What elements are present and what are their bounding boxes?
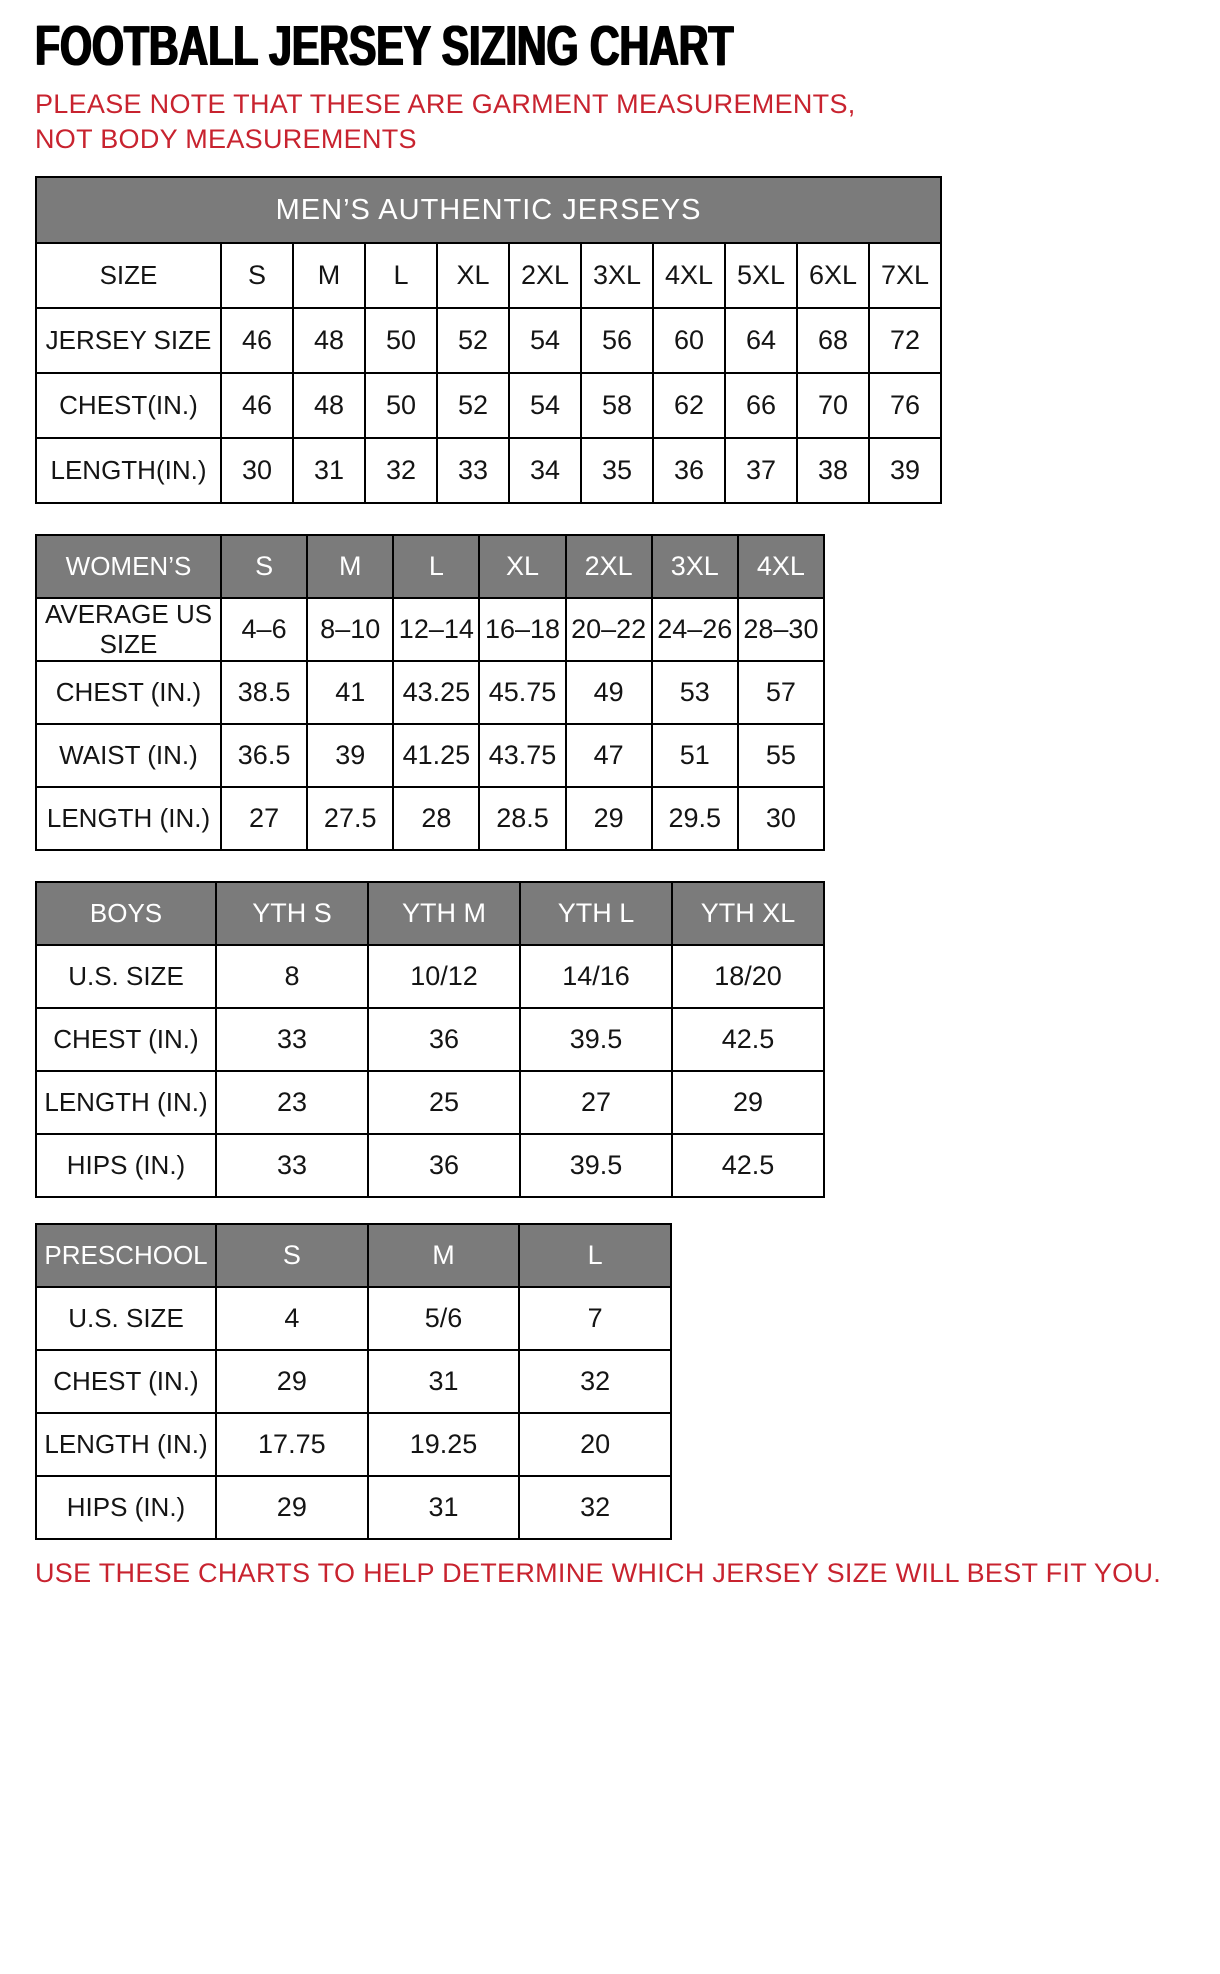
table-cell: 29	[672, 1071, 824, 1134]
table-cell: S	[221, 243, 293, 308]
preschool-header-row	[36, 1224, 671, 1287]
table-cell: 46	[221, 308, 293, 373]
table-row	[36, 1413, 671, 1476]
boys-header-row	[36, 882, 824, 945]
table-cell: 50	[365, 373, 437, 438]
table-cell: 29	[566, 787, 652, 850]
table-cell: 50	[365, 308, 437, 373]
table-cell: 36	[368, 1134, 520, 1197]
table-cell: 27.5	[307, 787, 393, 850]
table-cell: 48	[293, 373, 365, 438]
table-row	[36, 373, 941, 438]
row-label: JERSEY SIZE	[36, 308, 221, 373]
table-row	[36, 438, 941, 503]
column-header: YTH XL	[672, 882, 824, 945]
column-header: XL	[479, 535, 565, 598]
table-cell: 33	[216, 1008, 368, 1071]
table-cell: 42.5	[672, 1134, 824, 1197]
column-header: YTH S	[216, 882, 368, 945]
row-label: LENGTH (IN.)	[36, 1071, 216, 1134]
table-row	[36, 598, 824, 661]
table-cell: 47	[566, 724, 652, 787]
table-cell: 5XL	[725, 243, 797, 308]
column-header: YTH L	[520, 882, 672, 945]
preschool-table-title: PRESCHOOL	[36, 1224, 216, 1287]
table-cell: 29.5	[652, 787, 738, 850]
table-cell: 27	[221, 787, 307, 850]
table-cell: 37	[725, 438, 797, 503]
column-header: S	[221, 535, 307, 598]
table-cell: 41	[307, 661, 393, 724]
table-cell: 20–22	[566, 598, 652, 661]
table-cell: 76	[869, 373, 941, 438]
table-cell: 45.75	[479, 661, 565, 724]
table-cell: 72	[869, 308, 941, 373]
table-row	[36, 724, 824, 787]
table-cell: XL	[437, 243, 509, 308]
table-cell: 52	[437, 373, 509, 438]
table-cell: 28	[393, 787, 479, 850]
boys-table-title: BOYS	[36, 882, 216, 945]
row-label: AVERAGE US SIZE	[36, 598, 221, 661]
row-label: U.S. SIZE	[36, 1287, 216, 1350]
table-cell: 54	[509, 308, 581, 373]
table-cell: 43.75	[479, 724, 565, 787]
column-header: M	[368, 1224, 520, 1287]
table-cell: 31	[368, 1350, 520, 1413]
table-cell: 55	[738, 724, 824, 787]
table-cell: 38	[797, 438, 869, 503]
table-cell: 52	[437, 308, 509, 373]
column-header: YTH M	[368, 882, 520, 945]
table-cell: 62	[653, 373, 725, 438]
table-cell: 53	[652, 661, 738, 724]
mens-table-title: MEN’S AUTHENTIC JERSEYS	[36, 177, 941, 243]
row-label: WAIST (IN.)	[36, 724, 221, 787]
preschool-table	[35, 1223, 672, 1540]
table-row	[36, 308, 941, 373]
table-cell: 4XL	[653, 243, 725, 308]
table-row	[36, 1134, 824, 1197]
table-cell: 38.5	[221, 661, 307, 724]
row-label: CHEST (IN.)	[36, 661, 221, 724]
table-cell: 27	[520, 1071, 672, 1134]
table-row	[36, 661, 824, 724]
table-cell: 64	[725, 308, 797, 373]
table-cell: 28–30	[738, 598, 824, 661]
table-cell: 23	[216, 1071, 368, 1134]
row-label: LENGTH (IN.)	[36, 787, 221, 850]
fit-advice-note: USE THESE CHARTS TO HELP DETERMINE WHICH JERSEY SIZE WILL BEST FIT YOU.	[35, 1558, 1162, 1589]
table-cell: 58	[581, 373, 653, 438]
table-cell: M	[293, 243, 365, 308]
table-cell: 30	[738, 787, 824, 850]
table-cell: 39.5	[520, 1008, 672, 1071]
table-cell: 29	[216, 1476, 368, 1539]
row-label: CHEST (IN.)	[36, 1350, 216, 1413]
table-cell: 39	[869, 438, 941, 503]
table-cell: 48	[293, 308, 365, 373]
womens-header-row	[36, 535, 824, 598]
row-label: HIPS (IN.)	[36, 1134, 216, 1197]
table-cell: 31	[293, 438, 365, 503]
column-header: 3XL	[652, 535, 738, 598]
table-cell: 4–6	[221, 598, 307, 661]
table-row	[36, 1071, 824, 1134]
table-cell: 25	[368, 1071, 520, 1134]
row-label: HIPS (IN.)	[36, 1476, 216, 1539]
table-cell: 34	[509, 438, 581, 503]
table-cell: 17.75	[216, 1413, 368, 1476]
womens-table-title: WOMEN’S	[36, 535, 221, 598]
garment-measurements-note: PLEASE NOTE THAT THESE ARE GARMENT MEASUREMENTS, NOT BODY MEASUREMENTS	[35, 89, 856, 154]
table-cell: 29	[216, 1350, 368, 1413]
table-cell: 68	[797, 308, 869, 373]
table-cell: 19.25	[368, 1413, 520, 1476]
table-cell: 54	[509, 373, 581, 438]
table-cell: 32	[519, 1476, 671, 1539]
table-cell: 32	[365, 438, 437, 503]
row-label: LENGTH(IN.)	[36, 438, 221, 503]
table-cell: 31	[368, 1476, 520, 1539]
table-cell: 2XL	[509, 243, 581, 308]
column-header: 2XL	[566, 535, 652, 598]
row-label: CHEST(IN.)	[36, 373, 221, 438]
table-cell: 4	[216, 1287, 368, 1350]
table-cell: L	[365, 243, 437, 308]
table-cell: 14/16	[520, 945, 672, 1008]
table-cell: 16–18	[479, 598, 565, 661]
table-cell: 35	[581, 438, 653, 503]
womens-table	[35, 534, 825, 851]
table-row	[36, 1287, 671, 1350]
table-cell: 70	[797, 373, 869, 438]
mens-title-row	[36, 177, 941, 243]
table-cell: 66	[725, 373, 797, 438]
row-label: U.S. SIZE	[36, 945, 216, 1008]
table-cell: 18/20	[672, 945, 824, 1008]
table-cell: 7	[519, 1287, 671, 1350]
page-title: FOOTBALL JERSEY SIZING CHART	[35, 14, 734, 78]
table-cell: 28.5	[479, 787, 565, 850]
table-cell: 33	[216, 1134, 368, 1197]
table-row	[36, 787, 824, 850]
column-header: S	[216, 1224, 368, 1287]
table-row	[36, 1476, 671, 1539]
table-cell: 8	[216, 945, 368, 1008]
table-cell: 42.5	[672, 1008, 824, 1071]
column-header: 4XL	[738, 535, 824, 598]
table-cell: 24–26	[652, 598, 738, 661]
table-cell: 56	[581, 308, 653, 373]
table-row	[36, 945, 824, 1008]
table-cell: 8–10	[307, 598, 393, 661]
row-label: SIZE	[36, 243, 221, 308]
table-cell: 41.25	[393, 724, 479, 787]
table-cell: 3XL	[581, 243, 653, 308]
table-cell: 39.5	[520, 1134, 672, 1197]
table-cell: 36	[368, 1008, 520, 1071]
table-cell: 57	[738, 661, 824, 724]
table-cell: 10/12	[368, 945, 520, 1008]
table-cell: 20	[519, 1413, 671, 1476]
table-cell: 36	[653, 438, 725, 503]
table-cell: 60	[653, 308, 725, 373]
table-row	[36, 243, 941, 308]
table-cell: 36.5	[221, 724, 307, 787]
column-header: M	[307, 535, 393, 598]
table-row	[36, 1350, 671, 1413]
table-cell: 32	[519, 1350, 671, 1413]
column-header: L	[393, 535, 479, 598]
table-cell: 49	[566, 661, 652, 724]
table-row	[36, 1008, 824, 1071]
table-cell: 7XL	[869, 243, 941, 308]
table-cell: 6XL	[797, 243, 869, 308]
table-cell: 39	[307, 724, 393, 787]
row-label: LENGTH (IN.)	[36, 1413, 216, 1476]
mens-table	[35, 176, 942, 504]
table-cell: 12–14	[393, 598, 479, 661]
table-cell: 46	[221, 373, 293, 438]
table-cell: 5/6	[368, 1287, 520, 1350]
table-cell: 51	[652, 724, 738, 787]
row-label: CHEST (IN.)	[36, 1008, 216, 1071]
boys-table	[35, 881, 825, 1198]
table-cell: 30	[221, 438, 293, 503]
table-cell: 33	[437, 438, 509, 503]
column-header: L	[519, 1224, 671, 1287]
table-cell: 43.25	[393, 661, 479, 724]
